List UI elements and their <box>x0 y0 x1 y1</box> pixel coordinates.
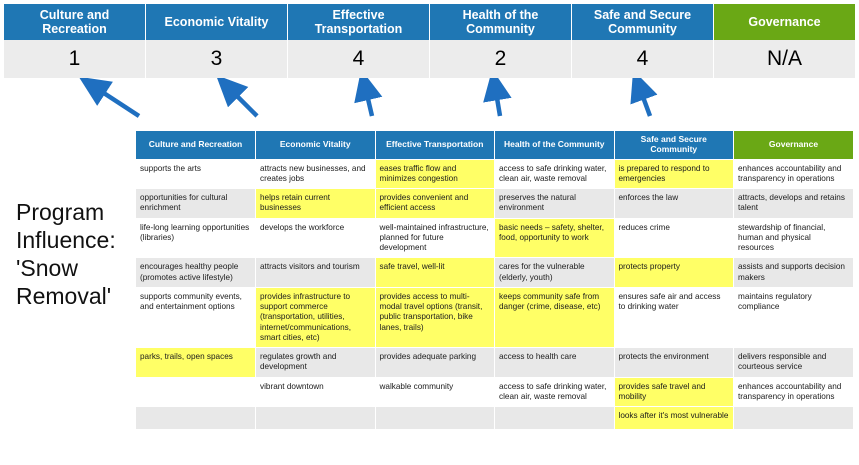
matrix-cell: delivers responsible and courteous service <box>734 348 854 378</box>
matrix-cell: maintains regulatory compliance <box>734 287 854 347</box>
matrix-cell: parks, trails, open spaces <box>136 348 256 378</box>
matrix-cell: regulates growth and development <box>256 348 376 378</box>
matrix-cell: access to health care <box>495 348 615 378</box>
score-effective-transportation: 4 <box>288 40 430 78</box>
matrix-cell <box>734 407 854 430</box>
matrix-cell: ensures safe air and access to drinking water <box>614 287 734 347</box>
matrix-col-economic-vitality: Economic Vitality <box>256 131 376 159</box>
header-cell-safe-and-secure-community: Safe and Secure Community <box>572 4 714 40</box>
matrix-cell: reduces crime <box>614 218 734 258</box>
matrix-cell <box>136 407 256 430</box>
header-cell-economic-vitality: Economic Vitality <box>146 4 288 40</box>
matrix-cell: protects property <box>614 258 734 288</box>
matrix-cell: encourages healthy people (promotes active lifestyle) <box>136 258 256 288</box>
matrix-body <box>136 159 853 430</box>
matrix-cell: enhances accountability and transparency in operations <box>734 377 854 407</box>
matrix-cell: supports the arts <box>136 159 256 189</box>
matrix-cell: eases traffic flow and minimizes congestion <box>375 159 495 189</box>
matrix-cell: opportunities for cultural enrichment <box>136 189 256 219</box>
header-cell-health-of-the-community: Health of the Community <box>430 4 572 40</box>
matrix-cell: cares for the vulnerable (elderly, youth) <box>495 258 615 288</box>
header-cell-effective-transportation: Effective Transportation <box>288 4 430 40</box>
matrix-header-row <box>136 131 853 159</box>
matrix-cell: preserves the natural environment <box>495 189 615 219</box>
table-row <box>136 218 853 258</box>
matrix-cell: life-long learning opportunities (libraries) <box>136 218 256 258</box>
matrix-cell: provides access to multi-modal travel options (transit, public transportation, bike lanes, trails) <box>375 287 495 347</box>
matrix-cell: attracts, develops and retains talent <box>734 189 854 219</box>
header-cell-culture-and-recreation: Culture and Recreation <box>4 4 146 40</box>
matrix-col-culture-and-recreation: Culture and Recreation <box>136 131 256 159</box>
matrix-cell: enforces the law <box>614 189 734 219</box>
header-cell-governance: Governance <box>714 4 855 40</box>
matrix-cell: stewardship of financial, human and physical resources <box>734 218 854 258</box>
matrix-cell: keeps community safe from danger (crime, disease, etc) <box>495 287 615 347</box>
matrix-cell <box>256 407 376 430</box>
arrow-economic-vitality <box>228 87 257 116</box>
matrix-cell: provides adequate parking <box>375 348 495 378</box>
matrix-cell: enhances accountability and transparency in operations <box>734 159 854 189</box>
matrix-cell: basic needs – safety, shelter, food, opportunity to work <box>495 218 615 258</box>
table-row <box>136 159 853 189</box>
table-row <box>136 287 853 347</box>
matrix-cell <box>495 407 615 430</box>
matrix-cell: provides infrastructure to support commerce (transportation, utilities, internet/communications, smart cities, etc) <box>256 287 376 347</box>
table-row <box>136 258 853 288</box>
matrix-cell: well-maintained infrastructure, planned for future development <box>375 218 495 258</box>
scorecard-header-row <box>4 4 855 40</box>
score-economic-vitality: 3 <box>146 40 288 78</box>
matrix-cell: develops the workforce <box>256 218 376 258</box>
table-row <box>136 189 853 219</box>
matrix-cell: walkable community <box>375 377 495 407</box>
matrix-cell: safe travel, well-lit <box>375 258 495 288</box>
score-row <box>4 40 855 78</box>
arrow-health-of-the-community <box>495 86 500 116</box>
score-culture-and-recreation: 1 <box>4 40 146 78</box>
matrix-col-governance: Governance <box>734 131 854 159</box>
matrix-cell: attracts visitors and tourism <box>256 258 376 288</box>
score-governance: N/A <box>714 40 855 78</box>
matrix-cell <box>136 377 256 407</box>
table-row <box>136 377 853 407</box>
table-row <box>136 407 853 430</box>
matrix-col-health-of-the-community: Health of the Community <box>495 131 615 159</box>
score-health-of-the-community: 2 <box>430 40 572 78</box>
matrix-cell: provides safe travel and mobility <box>614 377 734 407</box>
score-safe-and-secure-community: 4 <box>572 40 714 78</box>
matrix-cell: vibrant downtown <box>256 377 376 407</box>
matrix-cell: supports community events, and entertainment options <box>136 287 256 347</box>
matrix-col-effective-transportation: Effective Transportation <box>375 131 495 159</box>
matrix-cell: protects the environment <box>614 348 734 378</box>
arrow-effective-transportation <box>365 86 372 116</box>
outcomes-matrix <box>136 131 853 430</box>
arrow-culture-and-recreation <box>93 86 139 116</box>
matrix-cell: assists and supports decision makers <box>734 258 854 288</box>
matrix-col-safe-and-secure-community: Safe and Secure Community <box>614 131 734 159</box>
program-influence-caption: Program Influence: 'Snow Removal' <box>16 199 116 310</box>
matrix-cell: looks after it's most vulnerable <box>614 407 734 430</box>
table-row <box>136 348 853 378</box>
arrow-group <box>0 78 859 134</box>
matrix-cell: access to safe drinking water, clean air, waste removal <box>495 377 615 407</box>
matrix-cell: is prepared to respond to emergencies <box>614 159 734 189</box>
arrow-safe-and-secure-community <box>639 86 650 116</box>
matrix-cell: attracts new businesses, and creates jobs <box>256 159 376 189</box>
matrix-cell <box>375 407 495 430</box>
matrix-cell: helps retain current businesses <box>256 189 376 219</box>
matrix-cell: provides convenient and efficient access <box>375 189 495 219</box>
matrix-cell: access to safe drinking water, clean air, waste removal <box>495 159 615 189</box>
